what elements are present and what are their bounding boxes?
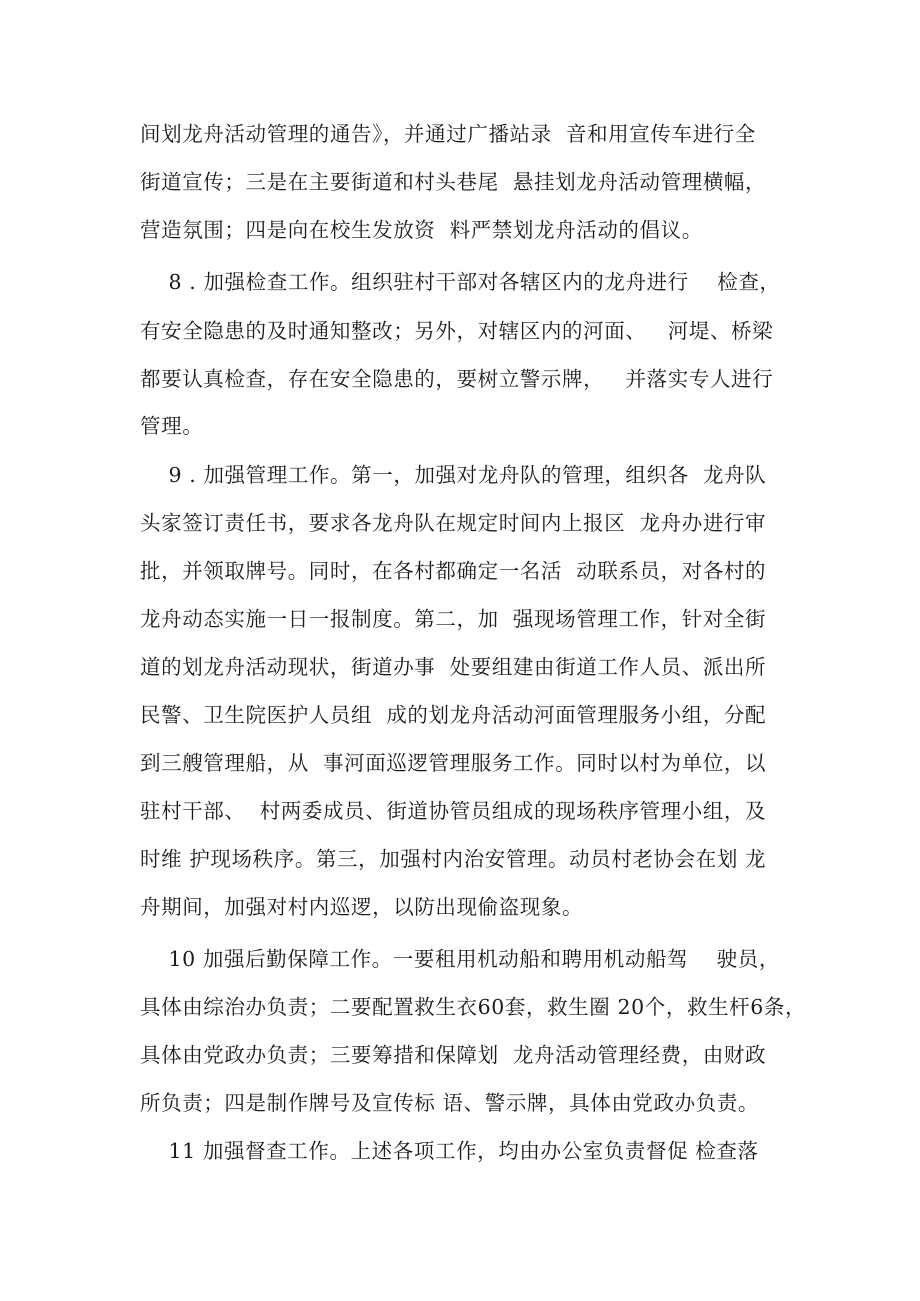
text-line: 具体由党政办负责；三要筹措和保障划 龙舟活动管理经费，由财政 — [140, 1043, 767, 1067]
text-line: 10 加强后勤保障工作。一要租用机动船和聘用机动船驾 驶员， — [140, 947, 780, 971]
text-line: 都要认真检查，存在安全隐患的，要树立警示牌， 并落实专人进行 — [140, 367, 774, 391]
text-line: 管理。 — [140, 414, 204, 438]
text-line: 道的划龙舟活动现状，街道办事 处要组建由街道工作人员、派出所 — [140, 655, 767, 679]
text-line: 8 . 加强检查工作。组织驻村干部对各辖区内的龙舟进行 检查， — [140, 270, 781, 294]
text-line: 头家签订责任书，要求各龙舟队在规定时间内上报区 龙舟办进行审 — [140, 511, 767, 535]
text-line: 有安全隐患的及时通知整改；另外，对辖区内的河面、 河堤、桥梁 — [140, 319, 774, 343]
text-line: 间划龙舟活动管理的通告》，并通过广播站录 音和用宣传车进行全 — [140, 122, 756, 146]
text-line: 营造氛围；四是向在校生发放资 料严禁划龙舟活动的倡议。 — [140, 218, 703, 242]
text-line: 民警、卫生院医护人员组 成的划龙舟活动河面管理服务小组，分配 — [140, 703, 767, 727]
text-line: 龙舟动态实施一日一报制度。第二，加 强现场管理工作，针对全街 — [140, 607, 767, 631]
text-line: 舟期间，加强对村内巡逻，以防出现偷盗现象。 — [140, 895, 584, 919]
text-line: 具体由综治办负责；二要配置救生衣60套，救生圈 20个，救生杆6条， — [140, 995, 807, 1019]
text-line: 时维 护现场秩序。第三，加强村内治安管理。动员村老协会在划 龙 — [140, 847, 767, 871]
text-line: 街道宣传；三是在主要街道和村头巷尾 悬挂划龙舟活动管理横幅， — [140, 170, 767, 194]
text-line: 所负责；四是制作牌号及宣传标 语、警示牌，具体由党政办负责。 — [140, 1091, 760, 1115]
text-line: 9 . 加强管理工作。第一，加强对龙舟队的管理，组织各 龙舟队 — [140, 463, 767, 487]
text-line: 批，并领取牌号。同时，在各村都确定一名活 动联系员，对各村的 — [140, 559, 767, 583]
text-line: 到三艘管理船，从 事河面巡逻管理服务工作。同时以村为单位，以 — [140, 751, 767, 775]
text-line: 11 加强督查工作。上述各项工作，均由办公室负责督促 检查落 — [140, 1139, 759, 1163]
text-line: 驻村干部、 村两委成员、街道协管员组成的现场秩序管理小组，及 — [140, 799, 767, 823]
